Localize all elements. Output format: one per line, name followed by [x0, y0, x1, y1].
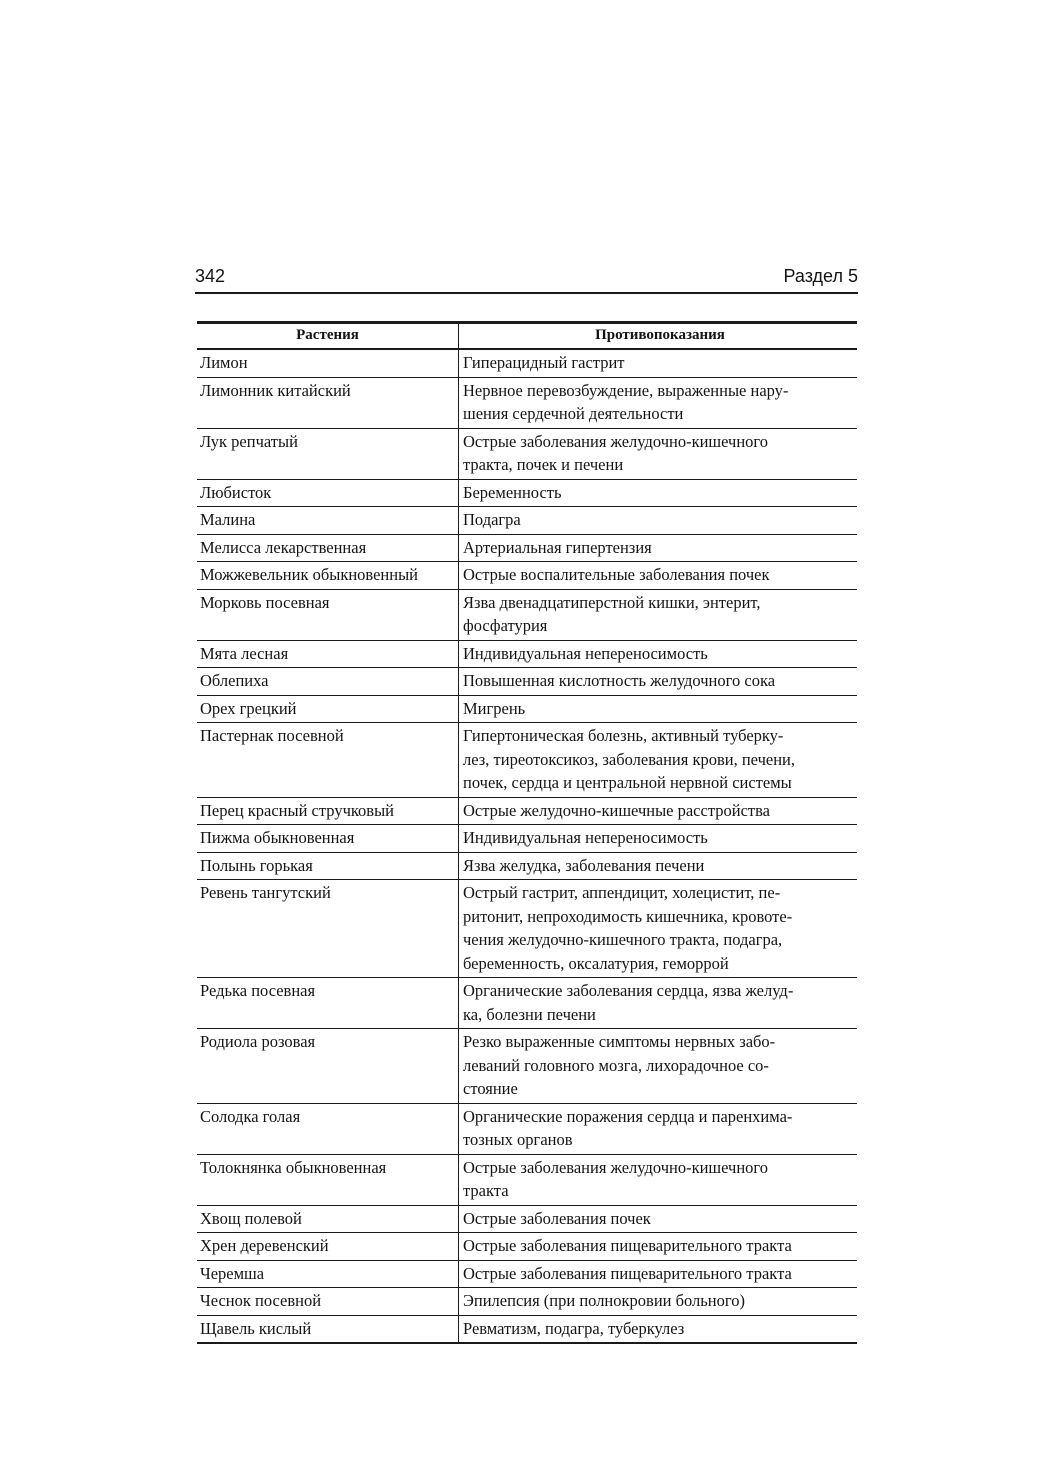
contraindication-text-line: Органические заболевания сердца, язва желуд- — [463, 981, 794, 1000]
contraindication-text-line: Мигрень — [463, 698, 526, 718]
contraindication-text-line: фосфатурия — [463, 616, 548, 635]
contraindication-cell — [459, 1260, 858, 1288]
table-row — [197, 797, 857, 825]
plant-name-cell: Хвощ полевой — [197, 1205, 459, 1233]
plant-name-cell: Лук репчатый — [197, 428, 459, 479]
contraindication-text-line: лез, тиреотоксикоз, заболевания крови, печени, — [463, 749, 796, 769]
plant-name-cell: Ревень тангутский — [197, 880, 459, 978]
contraindication-cell — [459, 640, 858, 668]
contraindication-cell — [459, 852, 858, 880]
table-row — [197, 695, 857, 723]
contraindication-text-line: Острый гастрит, аппендицит, холецистит, пе- — [463, 883, 781, 902]
contraindication-cell — [459, 723, 858, 798]
contraindication-text-line: тракта — [463, 1181, 509, 1200]
table-row — [197, 1260, 857, 1288]
contraindication-text-line: Язва желудка, заболевания печени — [463, 855, 705, 875]
plant-name-cell: Редька посевная — [197, 978, 459, 1029]
contraindication-cell — [459, 1205, 858, 1233]
contraindication-text-line: Повышенная кислотность желудочного сока — [463, 671, 776, 690]
contraindication-text-line: Беременность — [463, 482, 562, 502]
contraindication-text-line: стояние — [463, 1079, 518, 1098]
page-number: 342 — [195, 266, 226, 286]
contraindication-text-line: Эпилепсия (при полнокровии больного) — [463, 1291, 745, 1310]
plant-name-cell: Любисток — [197, 479, 459, 507]
plant-name-cell: Морковь посевная — [197, 589, 459, 640]
contraindication-cell — [459, 668, 858, 696]
plant-name-cell: Родиола розовая — [197, 1029, 459, 1104]
contraindication-text-line: Острые желудочно-кишечные расстройства — [463, 800, 770, 820]
contraindication-cell — [459, 589, 858, 640]
contraindication-text-line: Резко выраженные симптомы нервных забо- — [463, 1032, 776, 1051]
plant-name-cell: Лимонник китайский — [197, 377, 459, 428]
contraindication-cell — [459, 978, 858, 1029]
contraindication-cell — [459, 428, 858, 479]
contraindication-text-line: Гипертоническая болезнь, активный туберку- — [463, 726, 784, 745]
table-row — [197, 668, 857, 696]
contraindication-text-line: Артериальная гипертензия — [463, 537, 652, 557]
contraindication-text-line: ритонит, непроходимость кишечника, кровоте- — [463, 906, 793, 926]
plant-name-cell: Пижма обыкновенная — [197, 825, 459, 853]
plant-name-cell: Пастернак посевной — [197, 723, 459, 798]
contraindication-cell — [459, 695, 858, 723]
contraindication-cell — [459, 825, 858, 853]
plant-name-cell: Облепиха — [197, 668, 459, 696]
contraindication-cell — [459, 1029, 858, 1104]
contraindication-cell — [459, 1233, 858, 1261]
contraindication-text-line: Нервное перевозбуждение, выраженные нару- — [463, 380, 789, 400]
contraindication-text-line: Острые заболевания пищеварительного тракта — [463, 1263, 792, 1283]
table-row — [197, 428, 857, 479]
running-header — [195, 262, 858, 294]
table-row — [197, 377, 857, 428]
plant-name-cell: Толокнянка обыкновенная — [197, 1154, 459, 1205]
contraindication-cell — [459, 562, 858, 590]
contraindication-text-line: Индивидуальная непереносимость — [463, 643, 708, 663]
contraindication-cell — [459, 880, 858, 978]
contraindications-table — [197, 321, 857, 1344]
table-header-row — [197, 323, 857, 350]
contraindication-text-line: Подагра — [463, 510, 521, 529]
table-row — [197, 507, 857, 535]
plant-name-cell: Мята лесная — [197, 640, 459, 668]
table-row — [197, 479, 857, 507]
contraindication-text-line: Язва двенадцатиперстной кишки, энтерит, — [463, 592, 761, 612]
contraindication-cell — [459, 479, 858, 507]
table-row — [197, 1288, 857, 1316]
table-row — [197, 1154, 857, 1205]
table-row — [197, 880, 857, 978]
table-row — [197, 1315, 857, 1343]
table-body — [197, 349, 857, 1343]
plant-name-cell: Хрен деревенский — [197, 1233, 459, 1261]
table-row — [197, 1233, 857, 1261]
plant-name-cell: Щавель кислый — [197, 1315, 459, 1343]
plant-name-cell: Чеснок посевной — [197, 1288, 459, 1316]
contraindication-text-line: Острые заболевания почек — [463, 1208, 651, 1228]
contraindication-cell — [459, 797, 858, 825]
plant-name-cell: Черемша — [197, 1260, 459, 1288]
contraindication-cell — [459, 377, 858, 428]
table-row — [197, 349, 857, 377]
plant-name-cell: Перец красный стручковый — [197, 797, 459, 825]
plant-name-cell: Можжевельник обыкновенный — [197, 562, 459, 590]
contraindication-cell — [459, 507, 858, 535]
contraindication-text-line: Острые заболевания желудочно-кишечного — [463, 431, 769, 451]
plant-name-cell: Полынь горькая — [197, 852, 459, 880]
table-row — [197, 723, 857, 798]
table-row — [197, 852, 857, 880]
contraindication-cell — [459, 1315, 858, 1343]
contraindication-text-line: Острые воспалительные заболевания почек — [463, 565, 770, 584]
column-header-contraindications: Противопоказания — [459, 323, 858, 350]
table-row — [197, 589, 857, 640]
contraindication-text-line: Ревматизм, подагра, туберкулез — [463, 1318, 685, 1338]
contraindication-text-line: почек, сердца и центральной нервной системы — [463, 773, 792, 792]
table-row — [197, 1103, 857, 1154]
contraindication-cell — [459, 1154, 858, 1205]
plant-name-cell: Орех грецкий — [197, 695, 459, 723]
contraindication-text-line: тозных органов — [463, 1130, 573, 1149]
contraindication-cell — [459, 534, 858, 562]
plant-name-cell: Лимон — [197, 349, 459, 377]
table-row — [197, 1205, 857, 1233]
contraindication-text-line: Органические поражения сердца и паренхима- — [463, 1106, 793, 1126]
contraindication-text-line: Гиперацидный гастрит — [463, 353, 625, 372]
contraindication-text-line: Острые заболевания пищеварительного тракта — [463, 1236, 792, 1255]
contraindication-text-line: леваний головного мозга, лихорадочное со- — [463, 1055, 769, 1075]
contraindication-text-line: тракта, почек и печени — [463, 455, 624, 474]
table-row — [197, 1029, 857, 1104]
contraindication-text-line: ка, болезни печени — [463, 1004, 596, 1024]
table-header — [197, 323, 857, 350]
table-row — [197, 640, 857, 668]
table-row — [197, 978, 857, 1029]
column-header-plants: Растения — [197, 323, 459, 350]
contraindication-text-line: шения сердечной деятельности — [463, 404, 684, 423]
plant-name-cell: Малина — [197, 507, 459, 535]
contraindication-text-line: Индивидуальная непереносимость — [463, 828, 708, 847]
contraindication-text-line: беременность, оксалатурия, геморрой — [463, 953, 729, 973]
plant-name-cell: Солодка голая — [197, 1103, 459, 1154]
table-row — [197, 825, 857, 853]
table-row — [197, 534, 857, 562]
section-title: Раздел 5 — [783, 266, 858, 286]
contraindication-text-line: чения желудочно-кишечного тракта, подагра, — [463, 930, 783, 949]
contraindication-text-line: Острые заболевания желудочно-кишечного — [463, 1157, 769, 1177]
table-row — [197, 562, 857, 590]
contraindication-cell — [459, 1103, 858, 1154]
contraindication-cell — [459, 349, 858, 377]
contraindication-cell — [459, 1288, 858, 1316]
plant-name-cell: Мелисса лекарственная — [197, 534, 459, 562]
